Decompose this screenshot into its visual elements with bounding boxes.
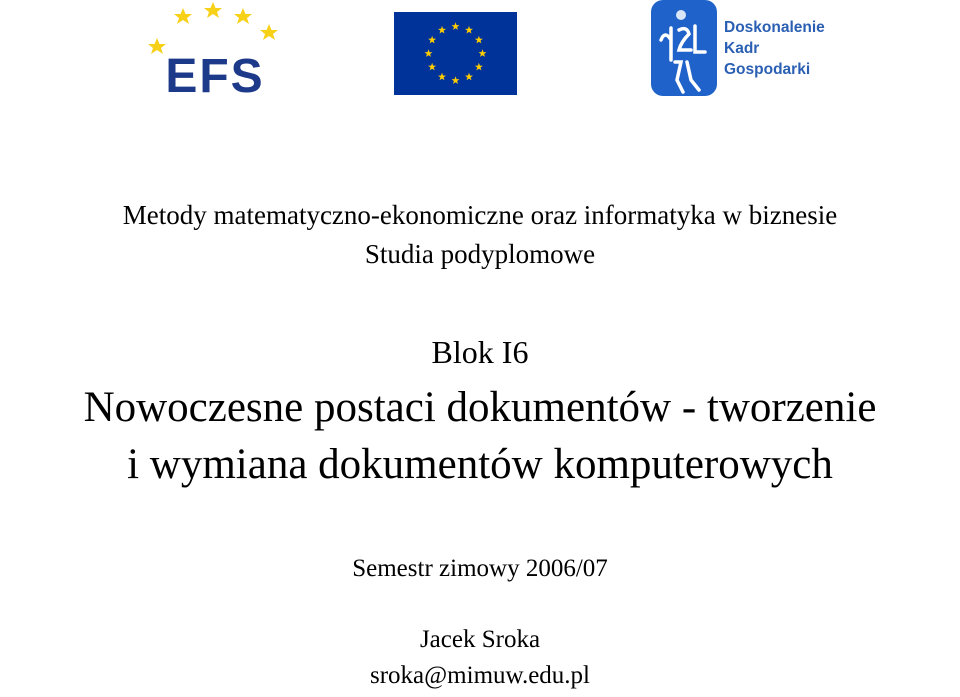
- author-name: Jacek Sroka: [419, 626, 541, 653]
- efs-logo: [145, 0, 285, 100]
- dkg-logo-text: [724, 17, 874, 80]
- dkg-logo-line: Gospodarki: [724, 61, 811, 78]
- eu-flag: [394, 12, 517, 95]
- dkg-logo-mark: [651, 0, 717, 96]
- course-title-line-2: i wymiana dokumentów komputerowych: [127, 441, 833, 488]
- program-subtitle: Studia podyplomowe: [364, 239, 596, 269]
- dkg-logo-line: Kadr: [724, 40, 760, 57]
- dkg-logo-line: Doskonalenie: [724, 19, 825, 36]
- star-icon: [148, 2, 278, 54]
- author-email[interactable]: sroka@mimuw.edu.pl: [370, 662, 590, 689]
- course-title-line-1: Nowoczesne postaci dokumentów - tworzenie: [83, 384, 877, 431]
- efs-logo-text: EFS: [165, 50, 265, 100]
- program-title: Metody matematyczno-ekonomiczne oraz informatyka w biznesie: [122, 200, 838, 230]
- semester-label: Semestr zimowy 2006/07: [352, 555, 608, 582]
- block-label: Blok I6: [431, 334, 529, 370]
